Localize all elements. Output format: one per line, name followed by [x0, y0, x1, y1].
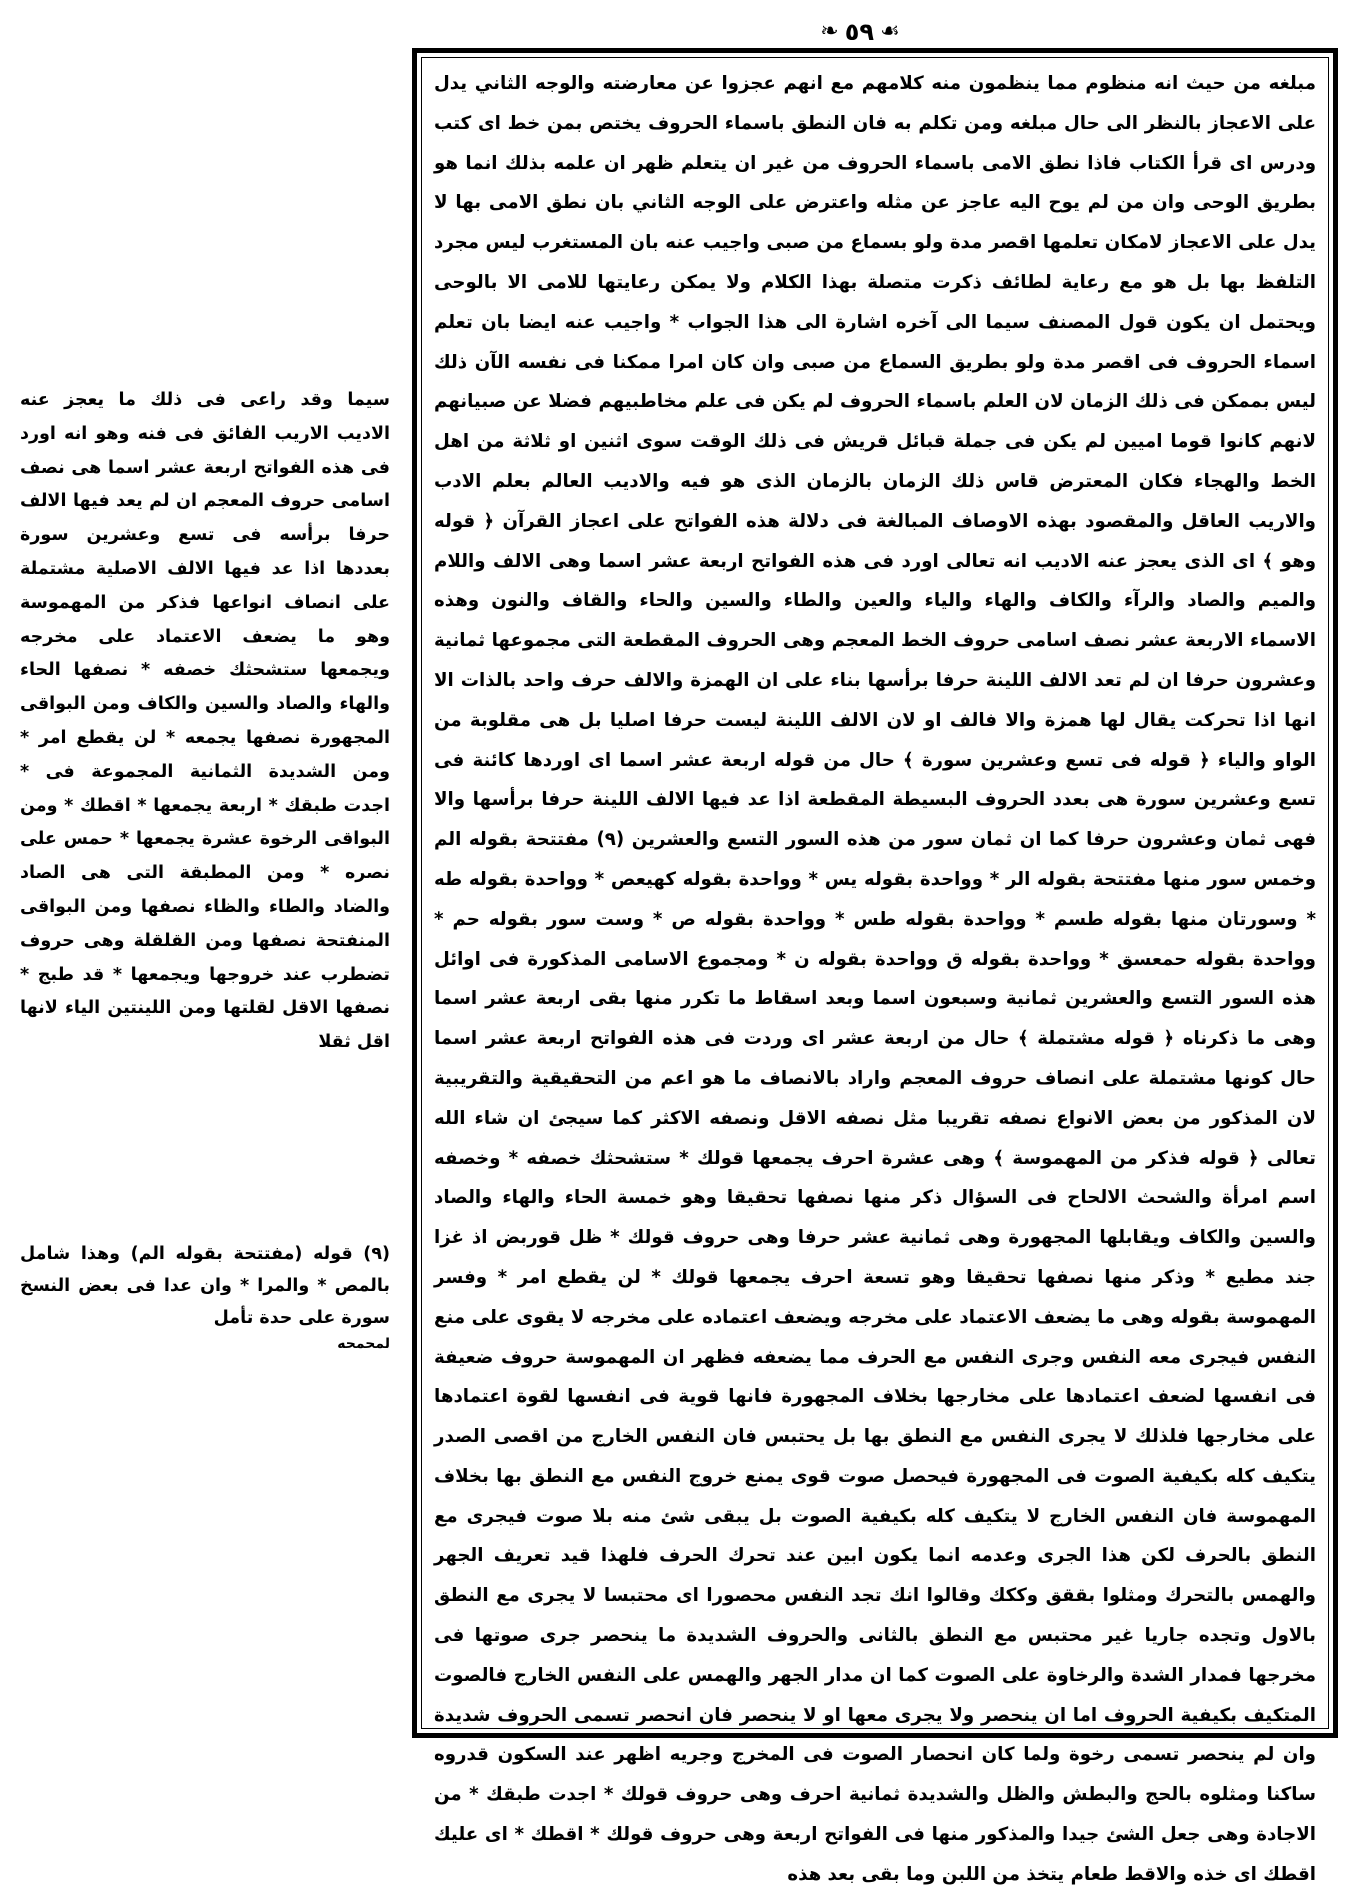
main-text-inner-border	[421, 57, 1329, 1885]
footnote-text: (٩) قوله (مفتتحة بقوله الم) وهذا شامل بالمص * والمرا * وان عدا فى بعض النسخ سورة على حدة تأمل	[20, 1244, 390, 1328]
footnote-signature: لمحمحه	[337, 1336, 390, 1352]
main-text-body	[434, 64, 1316, 1895]
main-text-paragraph: مبلغه من حيث انه منظوم مما ينظمون منه كلامهم مع انهم عجزوا عن معارضته والوجه الثاني يدل على الاعجاز بالنظر الى حال مبلغه ومن تكلم به فان النطق باسماء الحروف يختص بمن خط اى كتب ودرس اى قرأ الكتاب فاذا نطق الامى باسماء الحروف من غير ان يتعلم ظهر ان علمه بذلك انما هو بطريق الوحى وان من لم يوح اليه عاجز عن مثله واعترض على الوجه الثاني بان نطق الامى بها لا يدل على الاعجاز لامكان تعلمها اقصر مدة ولو بسماع من صبى واجيب عنه بان المستغرب ليس مجرد التلفظ بها بل هو مع رعاية لطائف ذكرت متصلة بهذا الكلام ولا يمكن رعايتها للامى الا بالوحى ويحتمل ان يكون قول المصنف سيما الى آخره اشارة الى هذا الجواب * واجيب عنه ايضا بان تعلم اسماء الحروف فى اقصر مدة ولو بطريق السماع من صبى وان كان امرا ممكنا فى نفسه الآن ذلك ليس بممكن فى ذلك الزمان لان العلم باسماء الحروف لم يكن فى علم مخاطبيهم فضلا عن صبيانهم لانهم كانوا قوما اميين لم يكن فى جملة قبائل قريش فى ذلك الوقت سوى اثنين او ثلاثة من اهل الخط والهجاء فكان المعترض قاس ذلك الزمان بالزمان الذى هو فيه والاديب العالم بعلم الادب والاريب العاقل والمقصود بهذه الاوصاف المبالغة فى دلالة هذه الفواتح على اعجاز القرآن ﴿ قوله وهو ﴾ اى الذى يعجز عنه الاديب انه تعالى اورد فى هذه الفواتح اربعة عشر اسما وهى الالف واللام والميم والصاد والرآء والكاف والهاء والياء والعين والطاء والسين والحاء والقاف والنون وهذه الاسماء الاربعة عشر نصف اسامى حروف الخط المعجم وهى الحروف المقطعة التى مجموعها ثمانية وعشرون حرفا ان لم تعد الالف اللينة حرفا برأسها بناء على ان الهمزة والالف حرف واحد بالذات الا انها اذا تحركت يقال لها همزة والا فالف او لان الالف اللينة ليست حرفا اصليا بل هى مقلوبة من الواو والياء ﴿ قوله فى تسع وعشرين سورة ﴾ حال من قوله اربعة عشر اسما اى اوردها كائنة فى تسع وعشرين سورة هى بعدد الحروف البسيطة المقطعة اذا عد فيها الالف اللينة حرفا برأسها والا فهى ثمان وعشرون حرفا كما ان ثمان سور من هذه السور التسع والعشرين (٩) مفتتحة بقوله الم وخمس سور منها مفتتحة بقوله الر * وواحدة بقوله يس * وواحدة بقوله كهيعص * وواحدة بقوله طه * وسورتان منها بقوله طسم * وواحدة بقوله طس * وواحدة بقوله ص * وست سور بقوله حم * وواحدة بقوله حمعسق * وواحدة بقوله ق وواحدة بقوله ن * ومجموع الاسامى المذكورة فى اوائل هذه السور التسع والعشرين ثمانية وسبعون اسما وبعد اسقاط ما تكرر منها بقى اربعة عشر اسما وهى ما ذكرناه ﴿ قوله مشتملة ﴾ حال من اربعة عشر اى وردت فى هذه الفواتح اربعة عشر اسما حال كونها مشتملة على انصاف حروف المعجم واراد بالانصاف ما هو اعم من التحقيقية والتقريبية لان المذكور من بعض الانواع نصفه تقريبا مثل نصفه الاقل ونصفه الاكثر كما سيجئ ان شاء الله تعالى ﴿ قوله فذكر من المهموسة ﴾ وهى عشرة احرف يجمعها قولك * ستشحثك خصفه * وخصفه اسم امرأة والشحث الالحاح فى السؤال ذكر منها نصفها تحقيقا وهو خمسة الحاء والهاء والصاد والسين والكاف ويقابلها المجهورة وهى ثمانية عشر حرفا وهى حروف قولك * ظل قوربض اذ غزا جند مطيع * وذكر منها نصفها تحقيقا وهو تسعة احرف يجمعها قولك * لن يقطع امر * وفسر المهموسة بقوله وهى ما يضعف الاعتماد على مخرجه ويضعف اعتماده على مخرجه لا يقوى على منع النفس فيجرى معه النفس وجرى النفس مع الحرف مما يضعفه فظهر ان المهموسة حروف ضعيفة فى انفسها لضعف اعتمادها على مخارجها بخلاف المجهورة فانها قوية فى انفسها لقوة اعتمادها على مخارجها فلذلك لا يجرى النفس مع النطق بها بل يحتبس فان النفس الخارج من اقصى الصدر يتكيف كله بكيفية الصوت فى المجهورة فيحصل صوت قوى يمنع خروج النفس مع النطق بها بخلاف المهموسة فان النفس الخارج لا يتكيف كله بكيفية الصوت بل يبقى شئ منه بلا صوت فيجرى مع النطق بالحرف لكن هذا الجرى وعدمه انما يكون ابين عند تحرك الحرف فلهذا قيد تعريف الجهر والهمس بالتحرك ومثلوا بققق وككك وقالوا انك تجد النفس محصورا اى محتبسا لا يجرى مع النطق بالاول وتجده جاريا غير محتبس مع النطق بالثانى والحروف الشديدة ما ينحصر جرى صوتها فى مخرجها فمدار الشدة والرخاوة على الصوت كما ان مدار الجهر والهمس على النفس الخارج فالصوت المتكيف بكيفية الحروف اما ان ينحصر ولا يجرى معها او لا ينحصر فان انحصر تسمى الحروف شديدة وان لم ينحصر تسمى رخوة ولما كان انحصار الصوت فى المخرج وجريه اظهر عند السكون قدروه ساكنا ومثلوه بالحج والبطش والظل والشديدة ثمانية احرف وهى حروف قولك * اجدت طبقك * من الاجادة وهى جعل الشئ جيدا والمذكور منها فى الفواتح اربعة وهى حروف قولك * اقطك * اى عليك اقطك اى خذه والاقط طعام يتخذ من اللبن وما بقى بعد هذه	[434, 73, 1317, 1885]
commentary-paragraph: سيما وقد راعى فى ذلك ما يعجز عنه الاديب الاريب الفائق فى فنه وهو انه اورد فى هذه الفواتح اربعة عشر اسما هى نصف اسامى حروف المعجم ان لم يعد فيها الالف حرفا برأسه فى تسع وعشرين سورة بعددها اذا عد فيها الالف الاصلية مشتملة على انصاف انواعها فذكر من المهموسة وهو ما يضعف الاعتماد على مخرجه ويجمعها ستشحثك خصفه * نصفها الحاء والهاء والصاد والسين والكاف ومن البواقى المجهورة نصفها يجمعه * لن يقطع امر * ومن الشديدة الثمانية المجموعة فى * اجدت طبقك * اربعة يجمعها * اقطك * ومن البواقى الرخوة عشرة يجمعها * حمس على نصره * ومن المطبقة التى هى الصاد والضاد والطاء والظاء نصفها ومن البواقى المنفتحة نصفها ومن القلقلة وهى حروف تضطرب عند خروجها ويجمعها * قد طبج * نصفها الاقل لقلتها ومن اللينتين الياء لانها اقل ثقلا	[20, 390, 390, 1053]
page-number: ٥٩	[844, 18, 874, 46]
page-header	[780, 14, 940, 50]
margin-commentary	[20, 384, 390, 1060]
footnote	[20, 1238, 390, 1360]
ornament-right-icon: ☙	[880, 19, 900, 44]
main-text-frame	[412, 48, 1338, 1885]
ornament-left-icon: ❧	[820, 19, 839, 44]
